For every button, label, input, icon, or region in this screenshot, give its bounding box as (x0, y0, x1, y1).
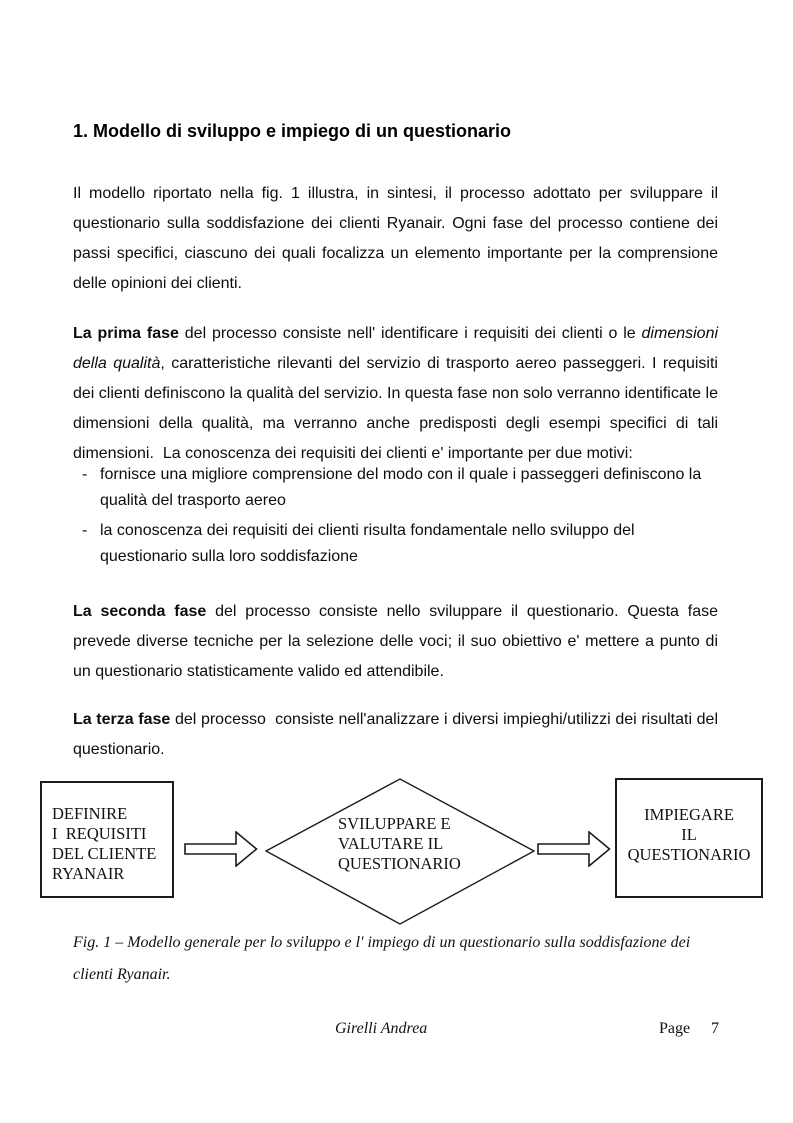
list-item-text: la conoscenza dei requisiti dei clienti risulta fondamentale nello sviluppo del questionario sulla loro soddisfazione (100, 522, 635, 565)
flow-box-line: DEFINIRE (52, 804, 128, 823)
flow-box-line: IL (681, 825, 697, 844)
text-segment: La terza fase (73, 711, 171, 728)
flow-box-line: RYANAIR (52, 864, 125, 883)
text-segment: , caratteristiche rilevanti del servizio di trasporto aereo passeggeri. I requisiti dei clienti definiscono la qualità del servizio. In questa fase non solo verranno identificate le dimensioni della qualità, ma verranno anche predisposti degli esempi specifici di tali dimensioni. La conoscenza dei requisiti dei clienti e' importante per due motivi: (73, 355, 718, 462)
footer-page-number: 7 (711, 1020, 719, 1037)
text-segment: La prima fase (73, 325, 179, 342)
flow-box-define-requisiti (40, 781, 174, 898)
text-segment: del processo consiste nell'analizzare i diversi impieghi/utilizzi dei risultati del questionario. (73, 711, 718, 758)
list-item-text: fornisce una migliore comprensione del modo con il quale i passeggeri definiscono la qualità del trasporto aereo (100, 466, 702, 509)
flow-diamond-sviluppare (338, 814, 461, 874)
paragraph-terza-fase (73, 705, 718, 765)
text-segment: La seconda fase (73, 603, 207, 620)
figure-caption: Fig. 1 – Modello generale per lo sviluppo e l' impiego di un questionario sulla soddisfazione dei clienti Ryanair. (73, 934, 691, 983)
flow-box-impiegare (615, 778, 763, 898)
text-segment: dimensioni della qualità (73, 325, 719, 372)
text-segment: Il modello riportato nella fig. 1 illustra, in sintesi, il processo adottato per sviluppare il questionario sulla soddisfazione dei clienti Ryanair. Ogni fase del processo contiene dei passi specifici, ciascuno dei quali focalizza un elemento importante per la comprensione delle opinioni dei clienti. (73, 185, 718, 292)
flow-arrow-right-icon (184, 831, 258, 867)
flow-diamond-line: SVILUPPARE E (338, 814, 451, 833)
dash-bullet-icon: - (82, 466, 88, 483)
flow-box-line: DEL CLIENTE (52, 844, 157, 863)
flow-arrow-right-icon (537, 831, 611, 867)
paragraph-intro (73, 179, 718, 299)
paragraph-prima-fase (73, 319, 718, 469)
list-item (73, 518, 718, 570)
flow-box-line: QUESTIONARIO (627, 845, 751, 864)
flow-diamond-line: VALUTARE IL (338, 834, 444, 853)
flow-box-line: IMPIEGARE (644, 805, 734, 824)
bullet-list (73, 462, 718, 574)
arrow-shape (185, 832, 257, 866)
page-title: 1. Modello di sviluppo e impiego di un questionario (73, 121, 512, 141)
text-segment: del processo consiste nello sviluppare il questionario. Questa fase prevede diverse tecniche per la selezione delle voci; il suo obiettivo e' mettere a punto di un questionario statisticamente valido ed attendibile. (73, 603, 719, 680)
flow-diamond-line: QUESTIONARIO (338, 854, 461, 873)
footer-page-label: Page (659, 1020, 691, 1037)
text-segment: del processo consiste nell' identificare i requisiti dei clienti o le (178, 325, 642, 342)
arrow-shape (538, 832, 610, 866)
dash-bullet-icon: - (82, 522, 88, 539)
flow-box-line: I REQUISITI (52, 824, 147, 843)
paragraph-seconda-fase (73, 597, 718, 687)
footer-author: Girelli Andrea (335, 1020, 428, 1037)
list-item (73, 462, 718, 514)
